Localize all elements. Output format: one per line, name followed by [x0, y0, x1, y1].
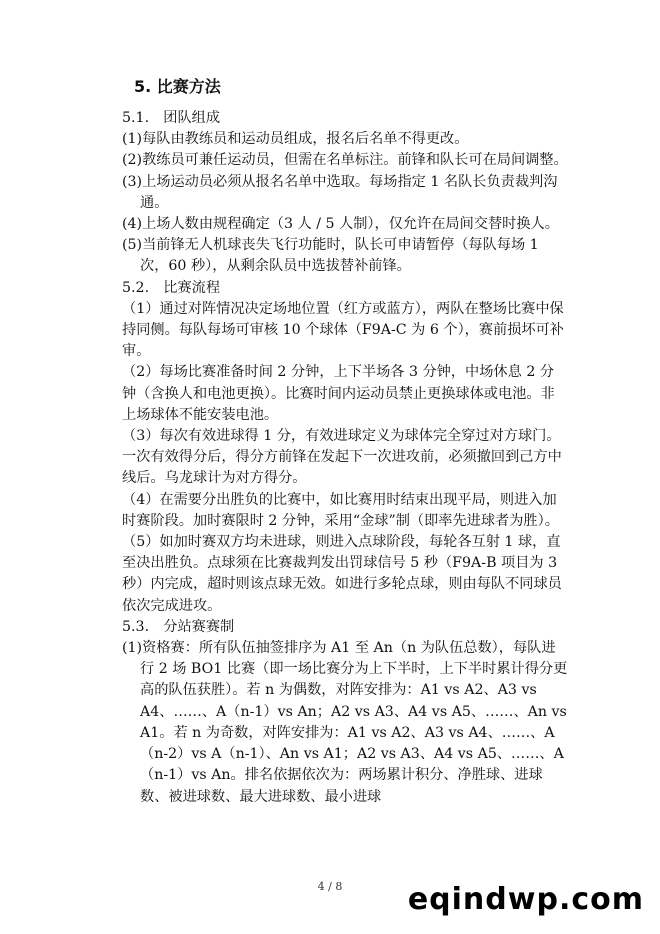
document-body	[122, 108, 568, 808]
list-item: (1)每队由教练员和运动员组成，报名后名单不得更改。	[122, 131, 469, 148]
list-item: (1)资格赛：所有队伍抽签排序为 A1 至 An（n 为队伍总数），每队进行 2 场 BO1 比赛（即一场比赛分为上下半时，上下半时累计得分更高的队伍获胜）。若 n 为偶数，对阵安排为：A1 vs A2、A3 vs A4、……、A（n-1）vs An；A2 vs A3、A4 vs A5、……、An vs A1。若 n 为奇数，对阵安排为：A1 vs A2、A3 vs A4、……、A（n-2）vs A（n-1）、An vs A1；A2 vs A3、A4 vs A5、……、A（n-1）vs An。排名依据依次为：两场累计积分、净胜球、进球数、被进球数、最大进球数、最小进球	[122, 640, 568, 805]
list-item: (2)教练员可兼任运动员，但需在名单标注。前锋和队长可在局间调整。	[122, 152, 568, 169]
subsection-title-5-3: 5.3. 分站赛赛制	[122, 618, 235, 635]
page-number: 4 / 8	[317, 880, 343, 893]
watermark-text: eqindwp.com	[407, 882, 644, 917]
paragraph: （2）每场比赛准备时间 2 分钟，上下半场各 3 分钟，中场休息 2 分钟（含换人和电池更换）。比赛时间内运动员禁止更换球体或电池。非上场球体不能安装电池。	[122, 364, 555, 423]
list-item: (3)上场运动员必须从报名名单中选取。每场指定 1 名队长负责裁判沟通。	[122, 173, 558, 211]
subsection-title-5-2: 5.2. 比赛流程	[122, 279, 221, 296]
paragraph: （4）在需要分出胜负的比赛中，如比赛用时结束出现平局，则进入加时赛阶段。加时赛限时 2 分钟，采用“金球”制（即率先进球者为胜）。	[122, 491, 559, 529]
section-heading: 5. 比赛方法	[134, 77, 221, 96]
list-item: (4)上场人数由规程确定（3 人 / 5 人制），仅允许在局间交替时换人。	[122, 216, 559, 233]
paragraph: （3）每次有效进球得 1 分，有效进球定义为球体完全穿过对方球门。一次有效得分后，得分方前锋在发起下一次进攻前，必须撤回到己方中线后。乌龙球计为对方得分。	[122, 428, 562, 487]
subsection-title-5-1: 5.1. 团队组成	[122, 110, 221, 126]
paragraph: （5）如加时赛双方均未进球，则进入点球阶段，每轮各互射 1 球，直至决出胜负。点球须在比赛裁判发出罚球信号 5 秒（F9A-B 项目为 3 秒）内完成，超时则该点球无效。如进行多轮点球，则由每队不同球员依次完成进攻。	[122, 534, 562, 614]
paragraph: （1）通过对阵情况决定场地位置（红方或蓝方），两队在整场比赛中保持同侧。每队每场可审核 10 个球体（F9A-C 为 6 个），赛前损坏可补审。	[122, 300, 564, 360]
list-item: (5)当前锋无人机球丧失飞行功能时，队长可申请暂停（每队每场 1 次，60 秒），从剩余队员中选拔替补前锋。	[122, 237, 539, 275]
